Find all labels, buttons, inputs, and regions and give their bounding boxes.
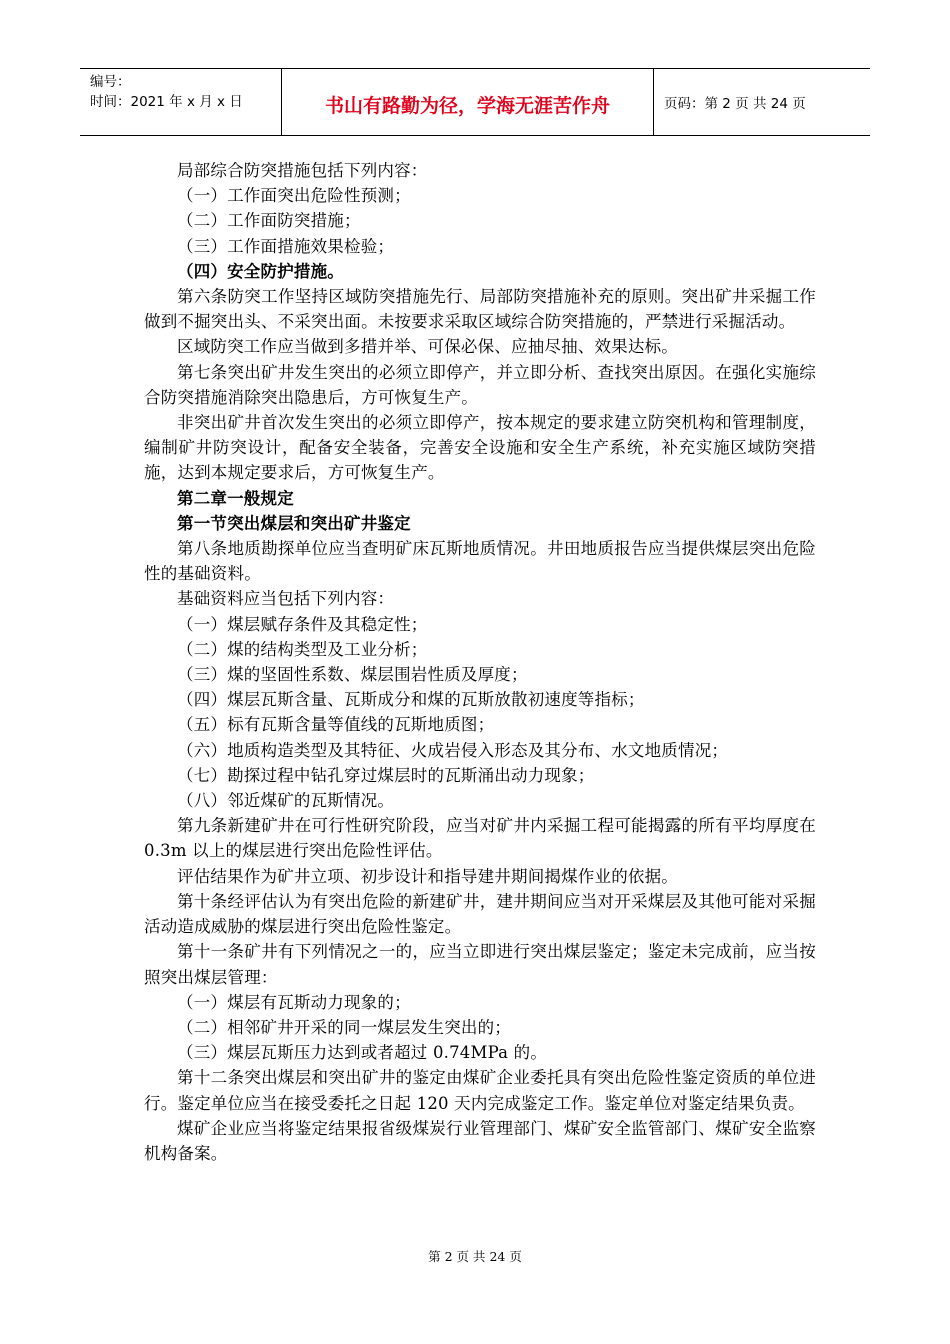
date-label: 时间：2021 年 x 月 x 日	[90, 94, 243, 110]
paragraph: 第十条经评估认为有突出危险的新建矿井，建井期间应当对开采煤层及其他可能对采掘活动造成威胁的煤层进行突出危险性鉴定。	[144, 891, 816, 937]
paragraph: 第八条地质勘探单位应当查明矿床瓦斯地质情况。井田地质报告应当提供煤层突出危险性的基础资料。	[144, 539, 816, 584]
section-heading: （四）安全防护措施。	[177, 261, 344, 281]
paragraph: （一）煤层赋存条件及其稳定性；	[177, 614, 428, 634]
paragraph: 评估结果作为矿井立项、初步设计和指导建井期间揭煤作业的依据。	[177, 866, 678, 886]
paragraph: （二）相邻矿井开采的同一煤层发生突出的；	[177, 1017, 511, 1037]
section-heading: 第二章一般规定	[177, 488, 294, 508]
paragraph: 第七条突出矿井发生突出的必须立即停产，并立即分析、查找突出原因。在强化实施综合防突措施消除突出隐患后，方可恢复生产。	[144, 362, 816, 407]
document-body	[144, 158, 816, 1166]
paragraph: （三）工作面措施效果检验；	[177, 236, 395, 256]
paragraph: 局部综合防突措施包括下列内容：	[177, 161, 428, 180]
page-header	[80, 68, 870, 136]
paragraph: 基础资料应当包括下列内容：	[177, 589, 395, 609]
paragraph: 煤矿企业应当将鉴定结果报省级煤炭行业管理部门、煤矿安全监管部门、煤矿安全监察机构备案。	[144, 1118, 816, 1163]
paragraph: （六）地质构造类型及其特征、火成岩侵入形态及其分布、水文地质情况；	[177, 740, 729, 760]
paragraph: 第九条新建矿井在可行性研究阶段，应当对矿井内采掘工程可能揭露的所有平均厚度在 0.3m 以上的煤层进行突出危险性评估。	[144, 816, 816, 861]
paragraph: （二）工作面防突措施；	[177, 211, 361, 231]
section-heading: 第一节突出煤层和突出矿井鉴定	[177, 513, 411, 533]
paragraph: 第十一条矿井有下列情况之一的，应当立即进行突出煤层鉴定；鉴定未完成前，应当按照突出煤层管理：	[144, 942, 816, 987]
header-meta	[80, 69, 282, 135]
serial-label: 编号：	[90, 74, 131, 90]
paragraph: 第六条防突工作坚持区域防突措施先行、局部防突措施补充的原则。突出矿井采掘工作做到不掘突出头、不采突出面。未按要求采取区域综合防突措施的，严禁进行采掘活动。	[144, 287, 816, 332]
paragraph: （一）工作面突出危险性预测；	[177, 186, 411, 206]
paragraph: （五）标有瓦斯含量等值线的瓦斯地质图；	[177, 715, 495, 735]
paragraph: （三）煤的坚固性系数、煤层围岩性质及厚度；	[177, 665, 528, 685]
header-motto: 书山有路勤为径，学海无涯苦作舟	[282, 69, 654, 135]
paragraph: （一）煤层有瓦斯动力现象的；	[177, 992, 411, 1012]
header-page-info: 页码：第 2 页 共 24 页	[664, 96, 806, 112]
paragraph: 第十二条突出煤层和突出矿井的鉴定由煤矿企业委托具有突出危险性鉴定资质的单位进行。鉴定单位应当在接受委托之日起 120 天内完成鉴定工作。鉴定单位对鉴定结果负责。	[144, 1068, 816, 1113]
paragraph: （三）煤层瓦斯压力达到或者超过 0.74MPa 的。	[177, 1043, 548, 1063]
paragraph: （二）煤的结构类型及工业分析；	[177, 639, 428, 659]
paragraph: （四）煤层瓦斯含量、瓦斯成分和煤的瓦斯放散初速度等指标；	[177, 690, 645, 710]
page-footer: 第 2 页 共 24 页	[428, 1249, 522, 1264]
paragraph: 区域防突工作应当做到多措并举、可保必保、应抽尽抽、效果达标。	[177, 337, 678, 357]
paragraph: 非突出矿井首次发生突出的必须立即停产，按本规定的要求建立防突机构和管理制度，编制矿井防突设计，配备安全装备，完善安全设施和安全生产系统，补充实施区域防突措施，达到本规定要求后，方可恢复生产。	[144, 413, 816, 483]
paragraph: （七）勘探过程中钻孔穿过煤层时的瓦斯涌出动力现象；	[177, 765, 595, 785]
paragraph: （八）邻近煤矿的瓦斯情况。	[177, 791, 395, 811]
